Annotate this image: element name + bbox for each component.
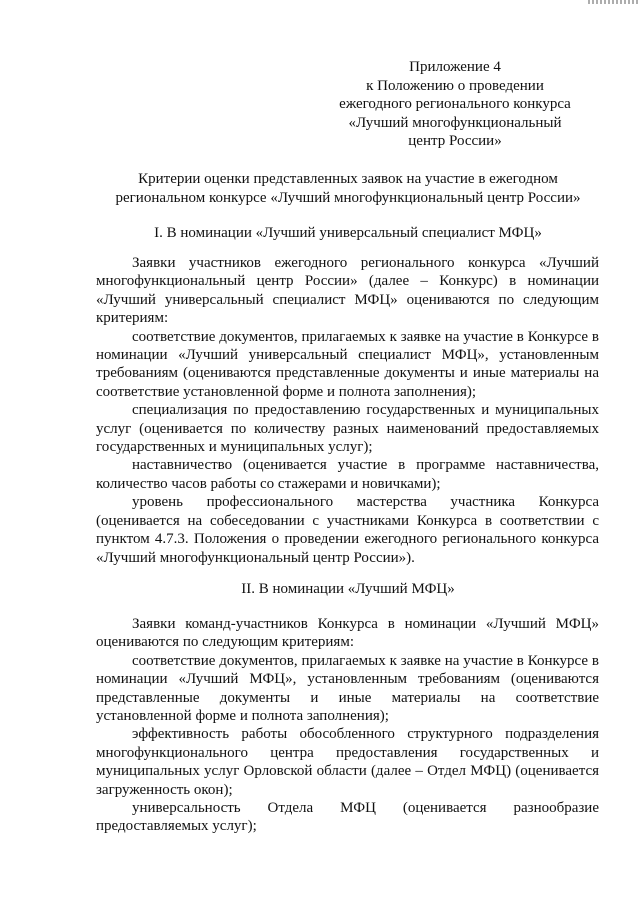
paragraph: Заявки участников ежегодного регионального конкурса «Лучший многофункциональный центр России» (далее – Конкурс) в номинации «Лучший универсальный специалист МФЦ» оцениваются по следующим критериям: xyxy=(96,255,599,327)
criterion-paragraph: специализация по предоставлению государственных и муниципальных услуг (оценивается по количеству разных наименований предоставляемых государственных и муниципальных услуг); xyxy=(96,402,599,456)
section-2-heading: II. В номинации «Лучший МФЦ» xyxy=(241,581,455,597)
section-2-body xyxy=(96,615,599,836)
criterion-paragraph: соответствие документов, прилагаемых к заявке на участие в Конкурсе в номинации «Лучший универсальный специалист МФЦ», установленным требованиям (оцениваются представленные документы и иные материалы на соответствие установленной форме и полнота заполнения); xyxy=(96,328,599,400)
annex-line: «Лучший многофункциональный xyxy=(348,114,562,131)
document-title xyxy=(92,170,604,207)
scan-edge-mark xyxy=(588,0,640,4)
annex-line: к Положению о проведении xyxy=(366,77,544,94)
criterion-paragraph: эффективность работы обособленного структурного подразделения многофункционального центра предоставления государственных и муниципальных услуг Орловской области (далее – Отдел МФЦ) (оценивается загруженность окон); xyxy=(96,726,599,798)
section-1-body xyxy=(96,254,599,567)
title-line: региональном конкурсе «Лучший многофункциональный центр России» xyxy=(115,189,581,206)
annex-reference xyxy=(330,58,580,151)
section-1-heading: I. В номинации «Лучший универсальный специалист МФЦ» xyxy=(154,225,542,241)
criterion-paragraph: наставничество (оценивается участие в программе наставничества, количество часов работы со стажерами и новичками); xyxy=(96,457,599,492)
criterion-paragraph: универсальность Отдела МФЦ (оценивается разнообразие предоставляемых услуг); xyxy=(96,800,599,835)
paragraph: Заявки команд-участников Конкурса в номинации «Лучший МФЦ» оцениваются по следующим критериям: xyxy=(96,616,599,651)
annex-line: центр России» xyxy=(408,133,502,149)
criterion-paragraph: уровень профессионального мастерства участника Конкурса (оценивается на собеседовании с участниками Конкурса в соответствии с пунктом 4.7.3. Положения о проведении ежегодного регионального конкурса «Лучший многофункциональный центр России»). xyxy=(96,494,599,566)
annex-line: Приложение 4 xyxy=(409,59,501,75)
annex-line: ежегодного регионального конкурса xyxy=(339,96,571,112)
title-line: Критерии оценки представленных заявок на участие в ежегодном xyxy=(138,171,558,187)
criterion-paragraph: соответствие документов, прилагаемых к заявке на участие в Конкурсе в номинации «Лучший МФЦ», установленным требованиям (оцениваются представленные документы и иные материалы на соответствие установленной форме и полнота заполнения); xyxy=(96,652,599,725)
